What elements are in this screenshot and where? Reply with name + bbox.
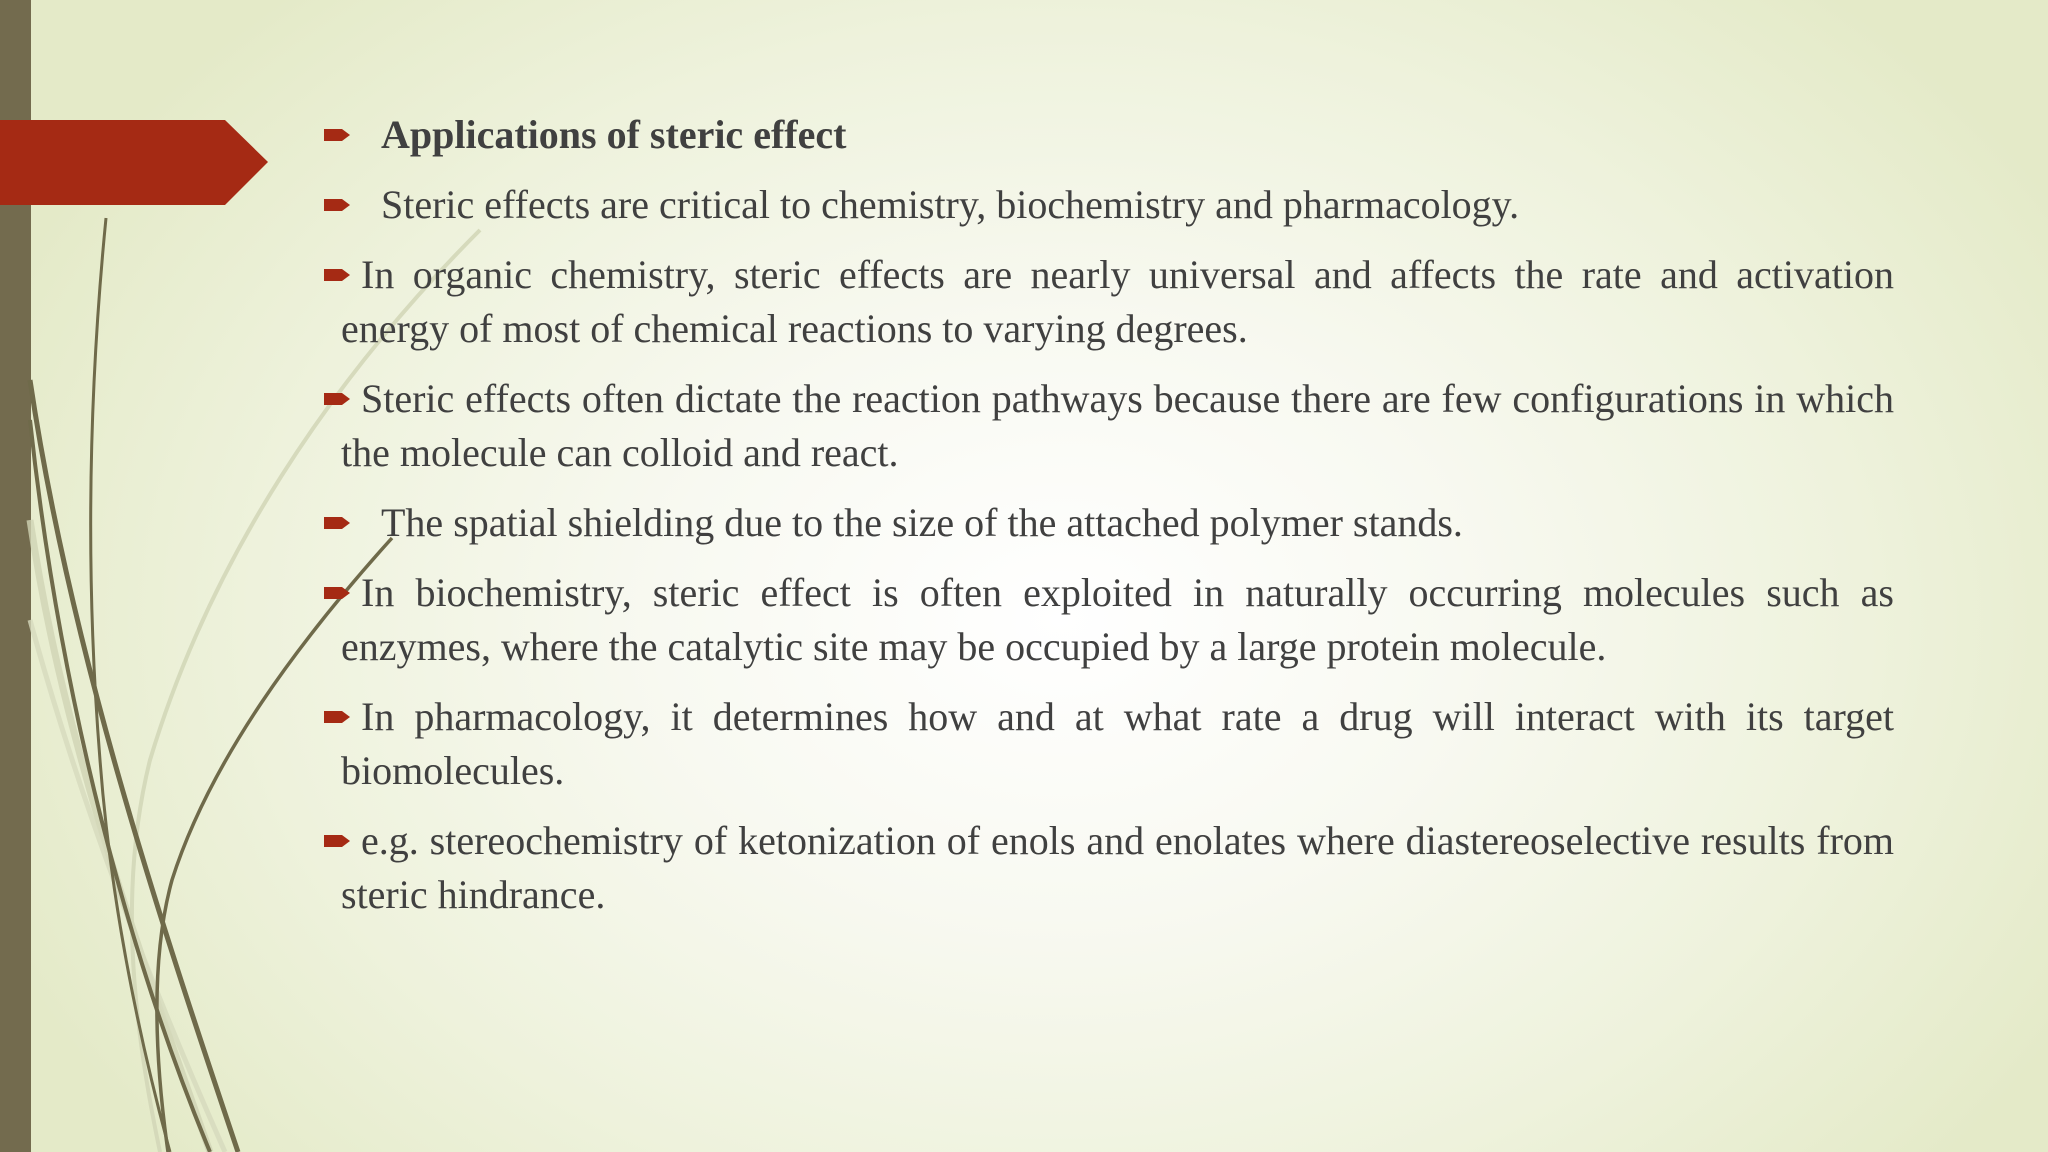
bullet-text: The spatial shielding due to the size of the attached polymer stands. (381, 500, 1463, 545)
bullet-item (322, 372, 1894, 480)
bullet-text: Steric effects are critical to chemistry, biochemistry and pharmacology. (381, 182, 1520, 227)
arrow-bullet-icon (322, 387, 356, 411)
accent-arrow-tab (0, 120, 268, 205)
arrow-bullet-icon (322, 193, 356, 217)
arrow-bullet-icon (322, 123, 356, 147)
arrow-bullet-icon (322, 705, 356, 729)
bullet-text: Applications of steric effect (381, 112, 847, 157)
bullet-item (322, 814, 1894, 922)
bullet-item (322, 178, 1894, 232)
bullet-item (322, 496, 1894, 550)
arrow-bullet-icon (322, 581, 356, 605)
bullet-text: Steric effects often dictate the reaction pathways because there are few configurations in which the molecule can colloid and react. (341, 376, 1894, 475)
bullet-text: e.g. stereochemistry of ketonization of enols and enolates where diastereoselective results from steric hindrance. (341, 818, 1894, 917)
bullet-item (322, 566, 1894, 674)
arrow-bullet-icon (322, 263, 356, 287)
bullet-text: In biochemistry, steric effect is often exploited in naturally occurring molecules such as enzymes, where the catalytic site may be occupied by a large protein molecule. (341, 570, 1894, 669)
bullet-text: In pharmacology, it determines how and at what rate a drug will interact with its target biomolecules. (341, 694, 1894, 793)
bullet-text: In organic chemistry, steric effects are nearly universal and affects the rate and activation energy of most of chemical reactions to varying degrees. (341, 252, 1894, 351)
bullet-list (322, 108, 1894, 938)
arrow-bullet-icon (322, 829, 356, 853)
bullet-item (322, 690, 1894, 798)
arrow-bullet-icon (322, 511, 356, 535)
bullet-item (322, 248, 1894, 356)
bullet-item-heading (322, 108, 1894, 162)
